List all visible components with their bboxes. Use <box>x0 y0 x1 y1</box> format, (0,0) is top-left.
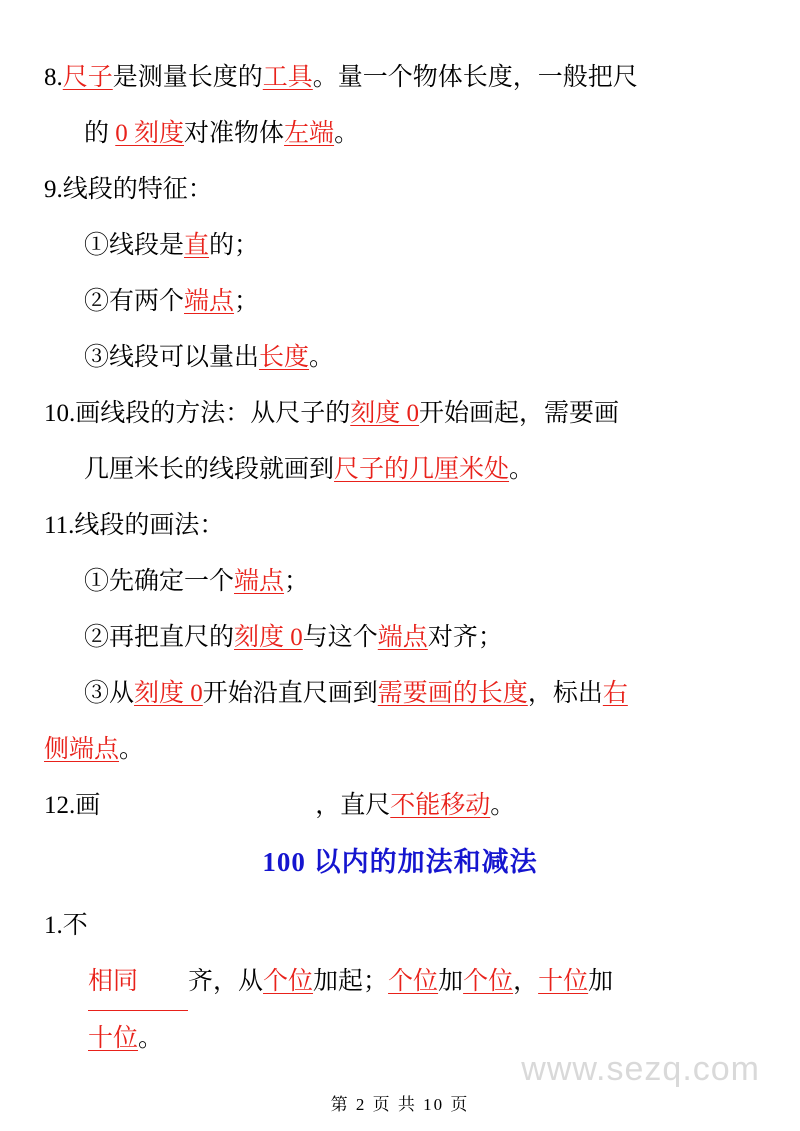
text-run: ，直尺 <box>315 792 391 819</box>
text-run-highlight: 端点 <box>234 568 285 595</box>
text-run-highlight: 不能移动 <box>390 792 491 819</box>
text-run-highlight: 直 <box>184 232 210 259</box>
text-run: 。 <box>490 792 516 819</box>
text-run-highlight: 个位 <box>388 968 439 995</box>
text-run-highlight: 个位 <box>463 968 514 995</box>
text-run: ， <box>513 968 539 995</box>
text-run: 。 <box>309 344 335 371</box>
text-run: 11.线段的画法： <box>44 512 225 539</box>
spacer <box>44 890 756 898</box>
text-run: 是测量长度的 <box>112 64 263 91</box>
text-run-highlight: 端点 <box>377 624 428 651</box>
text-run: ②有两个 <box>84 288 185 315</box>
text-run: ③从 <box>84 680 135 707</box>
text-run-highlight: 右 <box>602 680 628 707</box>
text-run-highlight: 个位 <box>263 968 314 995</box>
text-run: ，标出 <box>527 680 603 707</box>
text-run-highlight: 刻度 0 <box>350 400 420 427</box>
paragraph-item-11-line-5 <box>44 722 756 778</box>
text-run: 的； <box>209 232 260 259</box>
text-run: 加 <box>588 968 614 995</box>
text-run-highlight: 左端 <box>284 120 335 147</box>
paragraph-after-item-1-line-2 <box>44 954 756 1011</box>
text-run-highlight: 工具 <box>262 64 313 91</box>
text-run: 9.线段的特征： <box>44 176 213 203</box>
text-run: 。 <box>334 120 360 147</box>
text-run-highlight: 尺子的几厘米处 <box>334 456 510 483</box>
text-run: 。 <box>138 1025 164 1052</box>
text-run-highlight: 十位 <box>88 1025 139 1052</box>
text-run-highlight: 0 刻度 <box>115 120 185 147</box>
paragraph-item-11-line-1 <box>44 498 756 554</box>
text-run-highlight: 刻度 0 <box>234 624 303 651</box>
text-run: ③线段可以量出 <box>84 344 260 371</box>
text-run: 的 <box>84 120 116 147</box>
paragraph-item-8-line-1 <box>44 50 756 106</box>
text-run-highlight: 需要画的长度 <box>377 680 528 707</box>
paragraph-item-9-line-3 <box>44 274 756 330</box>
paragraph-item-11-line-4 <box>44 666 756 722</box>
text-run: 。量一个物体长度，一般把尺 <box>312 64 638 91</box>
text-run: 几厘米长的线段就画到 <box>84 456 335 483</box>
text-run: ①先确定一个 <box>84 568 235 595</box>
text-run: 加 <box>438 968 464 995</box>
text-run: 对准物体 <box>184 120 285 147</box>
paragraph-item-11-line-2 <box>44 554 756 610</box>
paragraph-item-9-line-4 <box>44 330 756 386</box>
text-run: ②再把直尺的 <box>84 624 235 651</box>
text-run: ①线段是 <box>84 232 185 259</box>
text-run-highlight: 长度 <box>259 344 310 371</box>
text-run: ； <box>234 288 260 315</box>
paragraph-item-11-line-3 <box>44 610 756 666</box>
paragraph-item-10-line-1 <box>44 386 756 442</box>
text-run: 对齐； <box>427 624 503 651</box>
text-run: ； <box>284 568 310 595</box>
text-run: 10.画线段的方法：从尺子的 <box>44 400 351 427</box>
text-run: 12.画 <box>44 792 101 819</box>
text-run-highlight: 尺子 <box>62 64 113 91</box>
paragraph-item-8-line-2 <box>44 106 756 162</box>
text-run: 加起； <box>313 968 389 995</box>
text-run-highlight: 端点 <box>184 288 235 315</box>
fill-in-blank-answer: 相同 <box>88 954 188 1011</box>
paragraph-item-10-line-2 <box>44 442 756 498</box>
text-run: 开始沿直尺画到 <box>202 680 378 707</box>
text-run-highlight: 十位 <box>538 968 589 995</box>
paragraph-item-12-line-1 <box>44 778 756 834</box>
text-run-highlight: 侧端点 <box>44 736 120 763</box>
page-footer: 第 2 页 共 10 页 <box>330 1095 470 1114</box>
watermark: www.sezq.com <box>521 1050 760 1088</box>
text-run: 。 <box>509 456 535 483</box>
text-run: 。 <box>119 736 145 763</box>
paragraph-item-9-line-2 <box>44 218 756 274</box>
text-run: 齐，从 <box>188 968 264 995</box>
text-run: 8. <box>44 64 63 91</box>
text-run: 开始画起，需要画 <box>419 400 620 427</box>
text-run-highlight: 刻度 0 <box>134 680 203 707</box>
paragraph-item-9-line-1 <box>44 162 756 218</box>
text-run: 与这个 <box>302 624 378 651</box>
text-run: 1.不 <box>44 912 88 939</box>
paragraph-after-item-1-line-1 <box>44 898 756 954</box>
section-heading: 100 以内的加法和减法 <box>262 847 538 877</box>
